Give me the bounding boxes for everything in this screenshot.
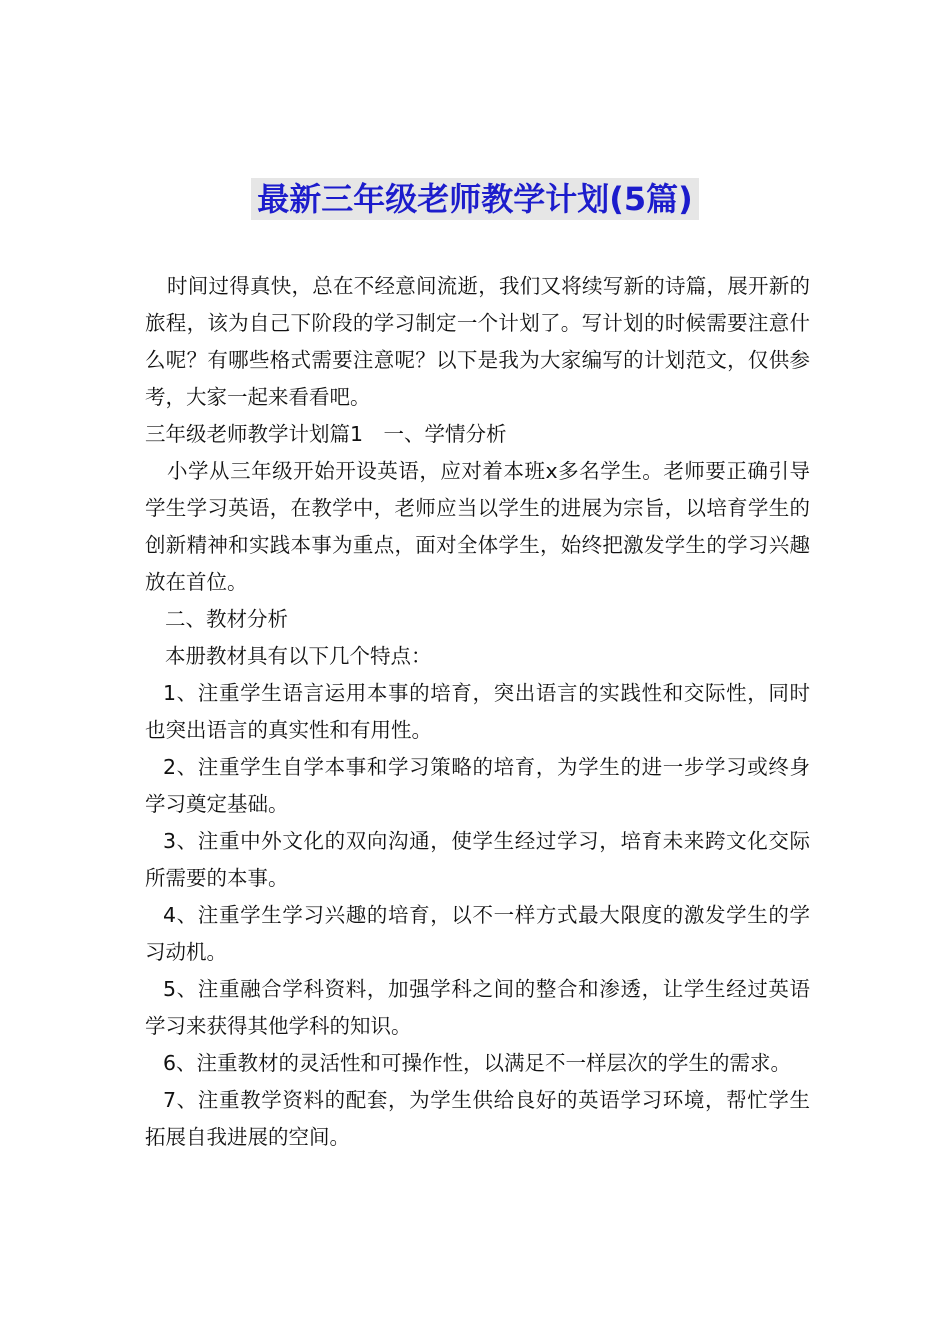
intro-paragraph: 时间过得真快，总在不经意间流逝，我们又将续写新的诗篇，展开新的旅程，该为自己下阶段的学习制定一个计划了。写计划的时候需要注意什么呢？有哪些格式需要注意呢？以下是我为大家编写的计划范文，仅供参考，大家一起来看看吧。 bbox=[145, 274, 810, 409]
feature-item-7: 7、注重教学资料的配套，为学生供给良好的英语学习环境，帮忙学生拓展自我进展的空间。 bbox=[145, 1088, 810, 1149]
title-container bbox=[0, 178, 950, 220]
feature-item-1: 1、注重学生语言运用本事的培育，突出语言的实践性和交际性，同时也突出语言的真实性和有用性。 bbox=[145, 681, 810, 742]
section-heading-plan-1: 三年级老师教学计划篇1 一、学情分析 bbox=[145, 422, 507, 446]
feature-item-3: 3、注重中外文化的双向沟通，使学生经过学习，培育未来跨文化交际所需要的本事。 bbox=[145, 829, 810, 890]
materials-intro-paragraph: 本册教材具有以下几个特点： bbox=[165, 644, 432, 668]
feature-item-2: 2、注重学生自学本事和学习策略的培育，为学生的进一步学习或终身学习奠定基础。 bbox=[145, 755, 810, 816]
document-title: 最新三年级老师教学计划(5篇) bbox=[251, 178, 699, 220]
feature-item-6: 6、注重教材的灵活性和可操作性，以满足不一样层次的学生的需求。 bbox=[163, 1051, 792, 1075]
document-body bbox=[145, 268, 810, 1156]
section-heading-materials: 二、教材分析 bbox=[165, 607, 288, 631]
feature-item-4: 4、注重学生学习兴趣的培育，以不一样方式最大限度的激发学生的学习动机。 bbox=[145, 903, 810, 964]
feature-item-5: 5、注重融合学科资料，加强学科之间的整合和渗透，让学生经过英语学习来获得其他学科的知识。 bbox=[145, 977, 810, 1038]
learning-analysis-paragraph: 小学从三年级开始开设英语，应对着本班x多名学生。老师要正确引导学生学习英语，在教学中，老师应当以学生的进展为宗旨，以培育学生的创新精神和实践本事为重点，面对全体学生，始终把激发学生的学习兴趣放在首位。 bbox=[145, 459, 810, 594]
